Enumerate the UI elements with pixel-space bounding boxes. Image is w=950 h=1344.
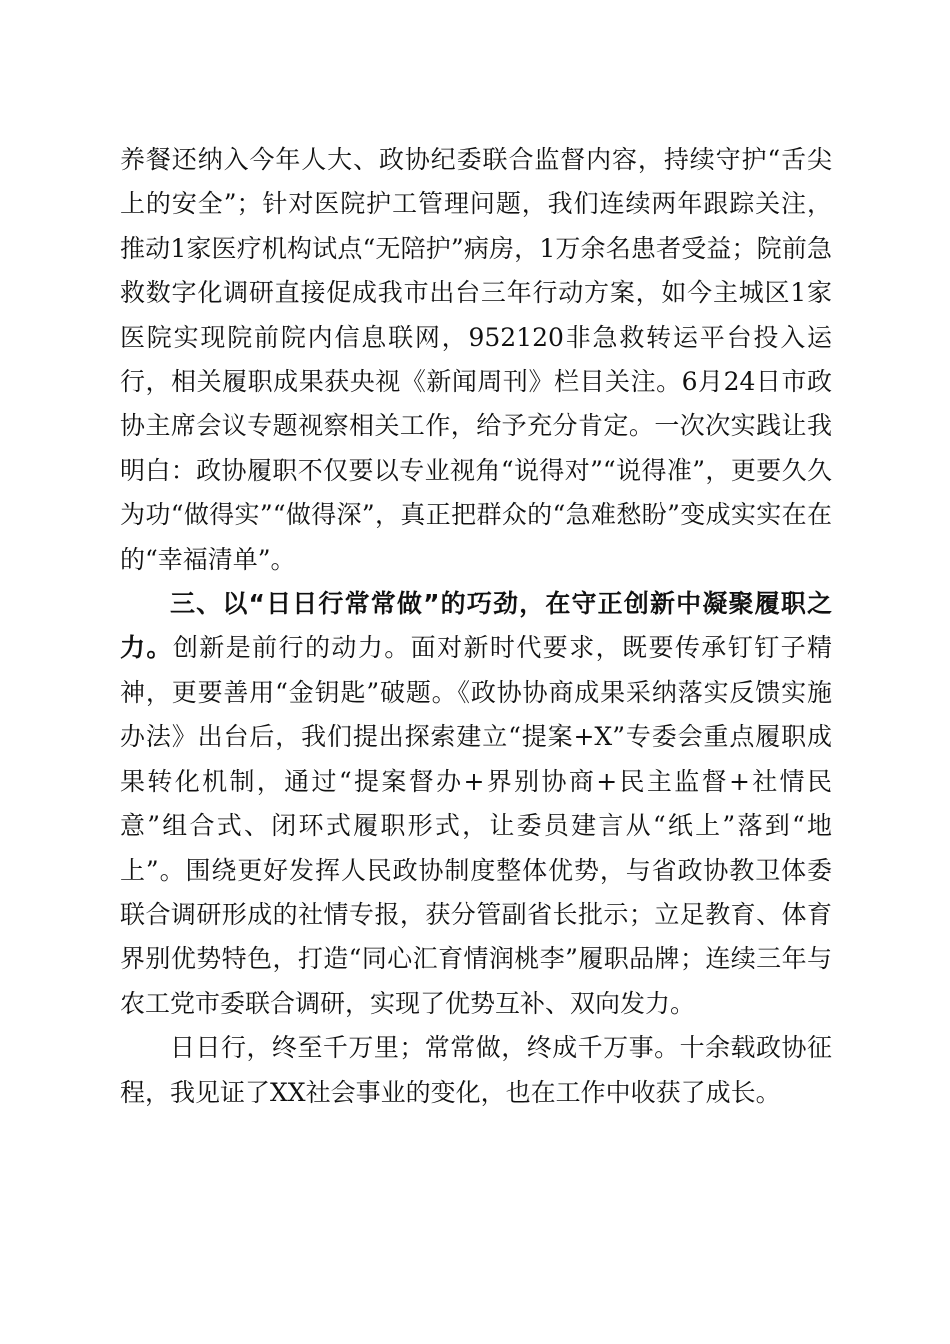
section-three-heading: 三、以“日日行常常做”的巧劲，在守正创新中凝聚履职之力。 (120, 589, 832, 663)
paragraph-closing: 日日行，终至千万里；常常做，终成千万事。十余载政协征程，我见证了XX社会事业的变化，也在工作中收获了成长。 (120, 1033, 832, 1107)
paragraph-section-three (120, 582, 832, 1026)
document-body (120, 138, 832, 1115)
paragraph-continuation: 养餐还纳入今年人大、政协纪委联合监督内容，持续守护“舌尖上的安全”；针对医院护工管理问题，我们连续两年跟踪关注，推动1家医疗机构试点“无陪护”病房，1万余名患者受益；院前急救数字化调研直接促成我市出台三年行动方案，如今主城区1家医院实现院前院内信息联网，952120非急救转运平台投入运行，相关履职成果获央视《新闻周刊》栏目关注。6月24日市政协主席会议专题视察相关工作，给予充分肯定。一次次实践让我明白：政协履职不仅要以专业视角“说得对”“说得准”，更要久久为功“做得实”“做得深”，真正把群众的“急难愁盼”变成实实在在的“幸福清单”。 (120, 145, 832, 574)
section-three-body: 创新是前行的动力。面对新时代要求，既要传承钉钉子精神，更要善用“金钥匙”破题。《政协协商成果采纳落实反馈实施办法》出台后，我们提出探索建立“提案+X”专委会重点履职成果转化机制，通过“提案督办+界别协商+民主监督+社情民意”组合式、闭环式履职形式，让委员建言从“纸上”落到“地上”。围绕更好发挥人民政协制度整体优势，与省政协教卫体委联合调研形成的社情专报，获分管副省长批示；立足教育、体育界别优势特色，打造“同心汇育情润桃李”履职品牌；连续三年与农工党市委联合调研，实现了优势互补、双向发力。 (120, 633, 832, 1018)
